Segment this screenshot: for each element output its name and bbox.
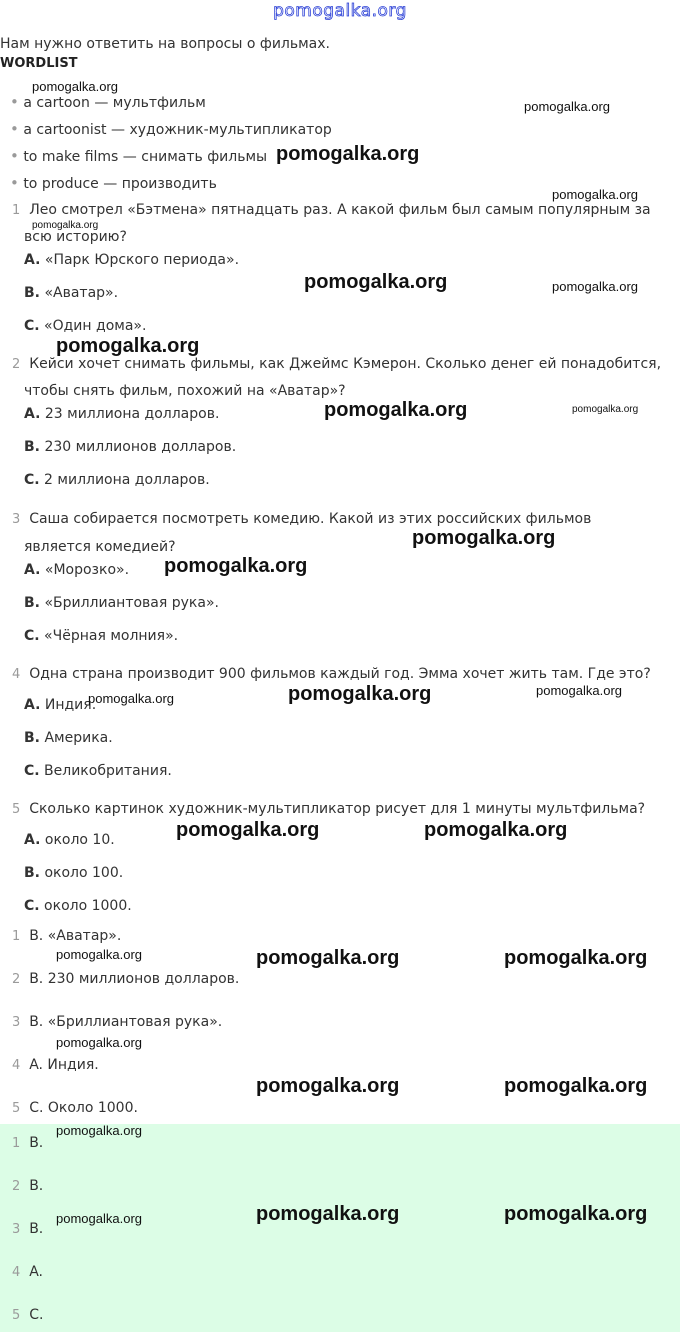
answer-row: 5 C. Около 1000. <box>12 1100 138 1116</box>
bullet-icon: • <box>10 93 19 111</box>
short-answers-panel <box>0 1124 680 1332</box>
watermark: pomogalka.org <box>32 220 99 231</box>
answer-row: 1 B. «Аватар». <box>12 928 122 944</box>
answer-option: A. «Морозко». <box>24 562 130 578</box>
question-text: Кейси хочет снимать фильмы, как Джеймс Кэмерон. Сколько денег ей понадобится, <box>29 356 662 372</box>
answer-option: C. «Один дома». <box>24 318 147 334</box>
watermark: pomogalka.org <box>276 143 420 165</box>
watermark: pomogalka.org <box>552 187 638 202</box>
watermark: pomogalka.org <box>56 335 200 357</box>
site-logo: pomogalka.org <box>273 1 407 21</box>
watermark: pomogalka.org <box>412 527 556 549</box>
answer-row: 4 A. Индия. <box>12 1057 99 1073</box>
question-text-continued: всю историю? <box>24 229 127 245</box>
answer-option: B. Америка. <box>24 730 113 746</box>
watermark: pomogalka.org <box>56 1123 142 1138</box>
answer-option: A. 23 миллиона долларов. <box>24 406 220 422</box>
bullet-icon: • <box>10 120 19 138</box>
intro-text: Нам нужно ответить на вопросы о фильмах. <box>0 36 330 52</box>
watermark: pomogalka.org <box>524 99 610 114</box>
short-answer-row: 4 A. <box>12 1264 43 1280</box>
watermark: pomogalka.org <box>56 947 142 962</box>
question-number: 3 <box>12 512 21 527</box>
watermark: pomogalka.org <box>88 691 174 706</box>
answer-option: C. Великобритания. <box>24 763 172 779</box>
watermark: pomogalka.org <box>164 555 308 577</box>
watermark: pomogalka.org <box>424 819 568 841</box>
answer-option: A. «Парк Юрского периода». <box>24 252 240 268</box>
watermark: pomogalka.org <box>504 947 648 969</box>
watermark: pomogalka.org <box>324 399 468 421</box>
short-answer-row: 1 B. <box>12 1135 44 1151</box>
answer-option: A. Индия. <box>24 697 97 713</box>
answer-option: B. «Бриллиантовая рука». <box>24 595 219 611</box>
bullet-icon: • <box>10 174 19 192</box>
watermark: pomogalka.org <box>552 279 638 294</box>
answer-option: B. около 100. <box>24 865 124 881</box>
wordlist-heading: WORDLIST <box>0 56 78 71</box>
question-number: 4 <box>12 667 21 682</box>
answer-option: C. 2 миллиона долларов. <box>24 472 210 488</box>
list-item: • a cartoon — мультфильм <box>10 93 206 111</box>
short-answer-row: 3 B. <box>12 1221 44 1237</box>
question-number: 5 <box>12 802 21 817</box>
short-answer-row: 5 C. <box>12 1307 44 1323</box>
answer-row: 2 B. 230 миллионов долларов. <box>12 971 240 987</box>
watermark: pomogalka.org <box>56 1211 142 1226</box>
list-item: • a cartoonist — художник-мультипликатор <box>10 120 332 138</box>
watermark: pomogalka.org <box>504 1075 648 1097</box>
question-text: Одна страна производит 900 фильмов каждый год. Эмма хочет жить там. Где это? <box>29 666 651 682</box>
answer-option: B. «Аватар». <box>24 285 119 301</box>
question-text: Сколько картинок художник-мультипликатор рисует для 1 минуты мультфильма? <box>29 801 646 817</box>
watermark: pomogalka.org <box>304 271 448 293</box>
answer-option: A. около 10. <box>24 832 115 848</box>
watermark: pomogalka.org <box>256 1203 400 1225</box>
question-number: 1 <box>12 203 21 218</box>
short-answer-row: 2 B. <box>12 1178 44 1194</box>
watermark: pomogalka.org <box>56 1035 142 1050</box>
answer-option: B. 230 миллионов долларов. <box>24 439 237 455</box>
list-item: • to make films — снимать фильмы <box>10 147 268 165</box>
list-item: • to produce — производить <box>10 174 217 192</box>
watermark: pomogalka.org <box>176 819 320 841</box>
question-text-continued: чтобы снять фильм, похожий на «Аватар»? <box>24 383 346 399</box>
watermark: pomogalka.org <box>256 947 400 969</box>
bullet-icon: • <box>10 147 19 165</box>
answer-option: C. «Чёрная молния». <box>24 628 179 644</box>
watermark: pomogalka.org <box>288 683 432 705</box>
question-text: Саша собирается посмотреть комедию. Какой из этих российских фильмов <box>29 511 592 527</box>
question-number: 2 <box>12 357 21 372</box>
question-text-continued: является комедией? <box>24 539 176 555</box>
answer-row: 3 B. «Бриллиантовая рука». <box>12 1014 223 1030</box>
question-text: Лео смотрел «Бэтмена» пятнадцать раз. А какой фильм был самым популярным за <box>29 202 651 218</box>
watermark: pomogalka.org <box>504 1203 648 1225</box>
watermark: pomogalka.org <box>572 404 639 415</box>
watermark: pomogalka.org <box>256 1075 400 1097</box>
watermark: pomogalka.org <box>536 683 622 698</box>
watermark: pomogalka.org <box>32 79 118 94</box>
answer-option: C. около 1000. <box>24 898 132 914</box>
